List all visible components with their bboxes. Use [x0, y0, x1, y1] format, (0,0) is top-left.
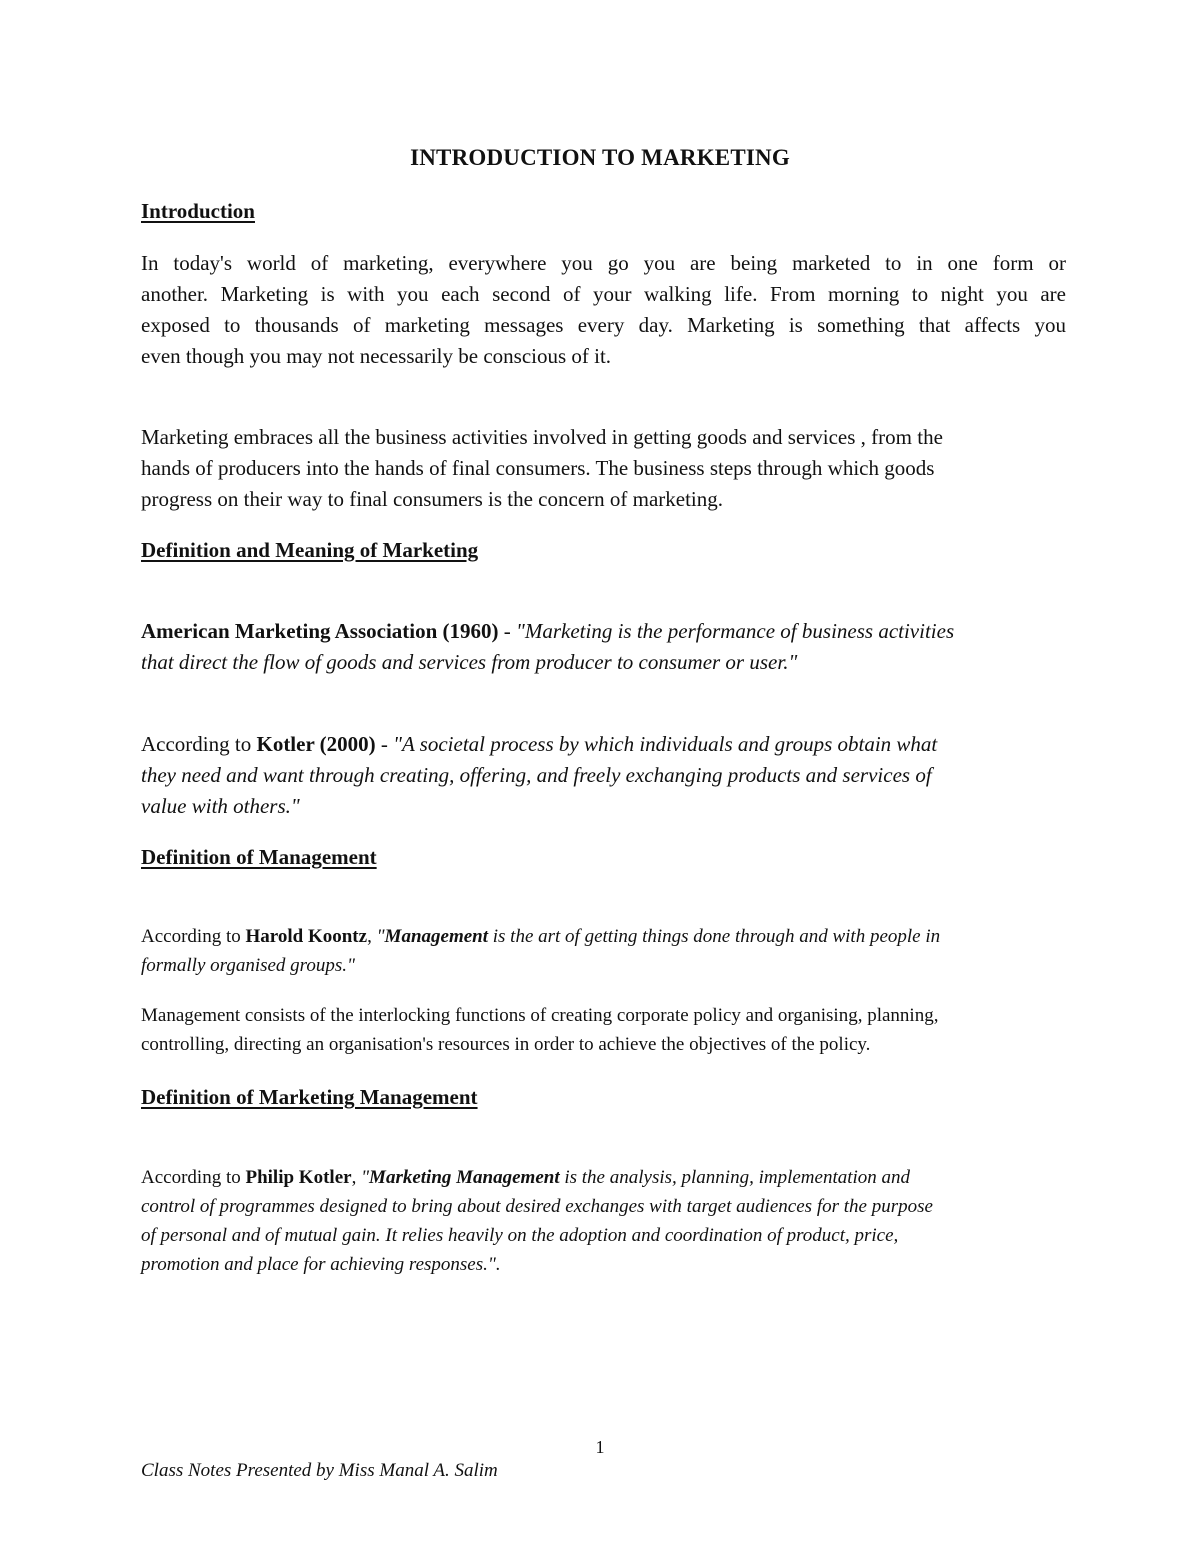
kotler-dash: - [375, 732, 394, 756]
intro-p2-line-3: progress on their way to final consumers is the concern of marketing. [141, 487, 724, 511]
heading-marketing-definition: Definition and Meaning of Marketing [141, 538, 479, 562]
intro-p1-line-4: even though you may not necessarily be conscious of it. [141, 344, 612, 368]
ama-quote-line-1: "Marketing is the performance of business activities [516, 619, 955, 643]
ama-source: American Marketing Association (1960) [141, 619, 499, 643]
mm-prefix: According to [141, 1167, 246, 1188]
consists-line-2: controlling, directing an organisation's resources in order to achieve the objectives of the policy. [141, 1034, 871, 1055]
koontz-quote-open: " [376, 926, 385, 947]
kotler-quote-line-2: they need and want through creating, offering, and freely exchanging products and services of [141, 763, 932, 787]
mm-term: Marketing Management [369, 1167, 560, 1188]
kotler-quote-line-1: "A societal process by which individuals and groups obtain what [393, 732, 938, 756]
intro-paragraph-2 [141, 422, 1066, 515]
ama-quote-line-2: that direct the flow of goods and services from producer to consumer or user." [141, 650, 798, 674]
page-number: 1 [595, 1437, 605, 1457]
koontz-definition [141, 922, 1066, 980]
kotler-quote-line-3: value with others." [141, 794, 300, 818]
mm-quote-line-3: of personal and of mutual gain. It relies heavily on the adoption and coordination of product, price, [141, 1225, 899, 1246]
intro-p2-line-2: hands of producers into the hands of final consumers. The business steps through which goods [141, 456, 935, 480]
kotler-prefix: According to [141, 732, 257, 756]
koontz-prefix: According to [141, 926, 246, 947]
intro-p1-line-3: exposed to thousands of marketing messages every day. Marketing is something that affects you [141, 313, 1066, 337]
intro-p1-line-1: In today's world of marketing, everywhere you go you are being marketed to in one form or [141, 251, 1066, 275]
koontz-term: Management [384, 926, 488, 947]
document-title: INTRODUCTION TO MARKETING [410, 145, 790, 170]
ama-definition [141, 616, 1066, 678]
mm-comma: , [351, 1167, 362, 1188]
kotler-definition [141, 729, 1066, 822]
heading-marketing-management-definition: Definition of Marketing Management [141, 1085, 478, 1109]
intro-paragraph-1 [141, 248, 1066, 372]
ama-dash: - [498, 619, 517, 643]
koontz-source: Harold Koontz [245, 926, 368, 947]
footer-credit: Class Notes Presented by Miss Manal A. Salim [141, 1460, 498, 1481]
philip-kotler-definition [141, 1163, 1066, 1279]
koontz-comma: , [367, 926, 377, 947]
koontz-quote-line-2: formally organised groups." [141, 955, 355, 976]
mm-quote-open: " [361, 1167, 370, 1188]
heading-management-definition: Definition of Management [141, 845, 377, 869]
consists-line-1: Management consists of the interlocking functions of creating corporate policy and organising, planning, [141, 1005, 939, 1026]
management-consists-paragraph [141, 1001, 1066, 1059]
mm-quote-line-4: promotion and place for achieving responses.". [141, 1254, 501, 1275]
kotler-source: Kotler (2000) [256, 732, 376, 756]
mm-source: Philip Kotler [245, 1167, 352, 1188]
koontz-quote-line-1-rest: is the art of getting things done through and with people in [488, 926, 941, 947]
heading-introduction: Introduction [141, 199, 255, 223]
mm-quote-line-2: control of programmes designed to bring about desired exchanges with target audiences for the purpose [141, 1196, 933, 1217]
intro-p2-line-1: Marketing embraces all the business activities involved in getting goods and services , from the [141, 425, 943, 449]
mm-quote-line-1-rest: is the analysis, planning, implementation and [559, 1167, 911, 1188]
intro-p1-line-2: another. Marketing is with you each second of your walking life. From morning to night you are [141, 282, 1066, 306]
